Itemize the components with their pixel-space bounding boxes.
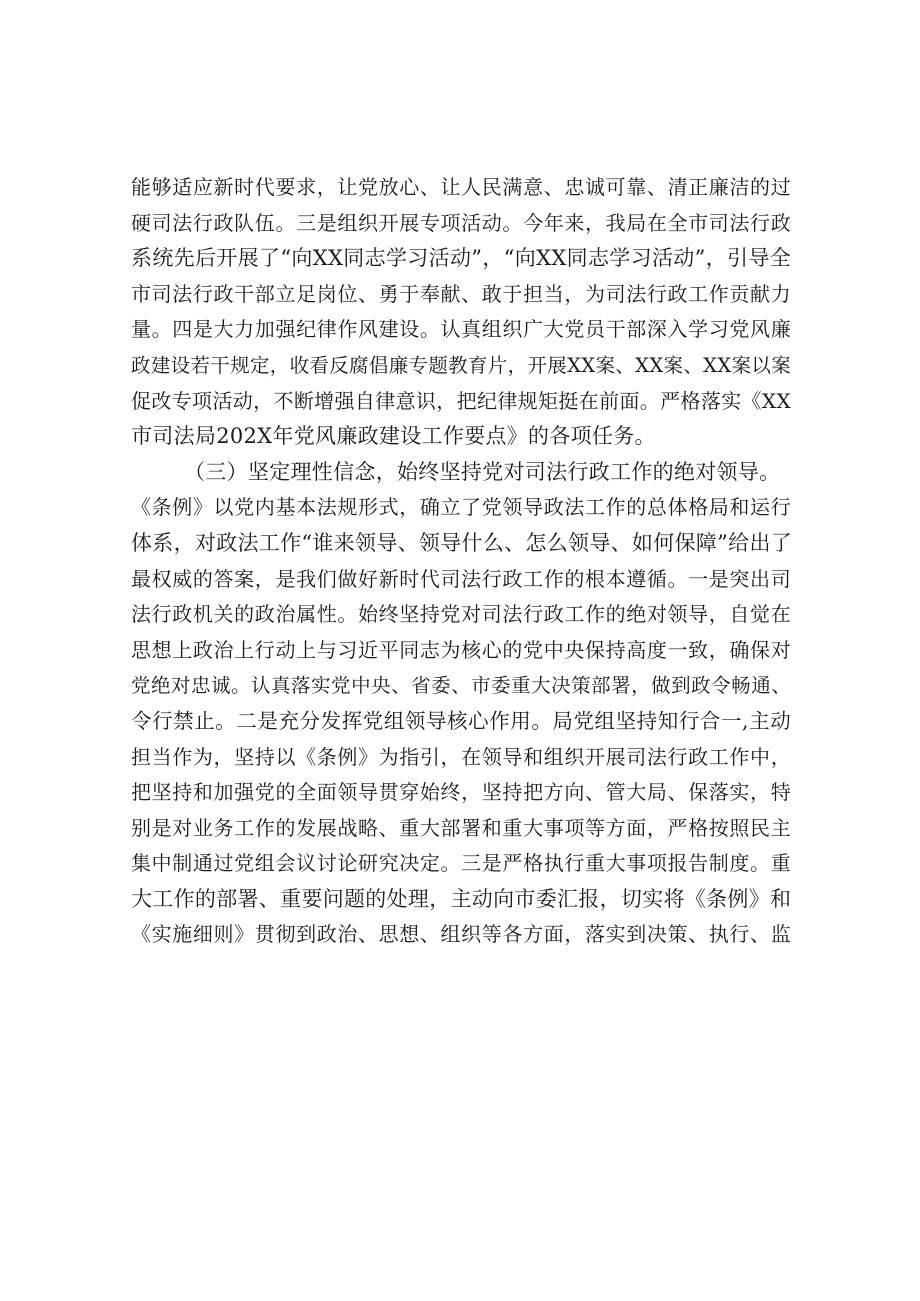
text-line: 《实施细则》贯彻到政治、思想、组织等各方面，落实到决策、执行、监 [131,922,791,947]
text-line: 把坚持和加强党的全面领导贯穿始终，坚持把方向、管大局、保落实，特 [131,780,791,805]
text-line: 硬司法行政队伍。三是组织开展专项活动。今年来，我局在全市司法行政 [131,210,791,235]
text-line: 担当作为，坚持以《条例》为指引，在领导和组织开展司法行政工作中， [131,744,791,769]
text-line: 能够适应新时代要求，让党放心、让人民满意、忠诚可靠、清正廉洁的过 [131,175,791,199]
text-line: 系统先后开展了“向XX同志学习活动”，“向XX同志学习活动”，引导全 [131,246,791,271]
text-line: 集中制通过党组会议讨论研究决定。三是严格执行重大事项报告制度。重 [131,851,791,876]
text-line: 大工作的部署、重要问题的处理，主动向市委汇报，切实将《条例》和 [131,886,792,911]
text-line: 最权威的答案，是我们做好新时代司法行政工作的根本遵循。一是突出司 [131,566,791,591]
text-line: 别是对业务工作的发展战略、重大部署和重大事项等方面，严格按照民主 [131,815,791,840]
text-line: 法行政机关的政治属性。始终坚持党对司法行政工作的绝对领导，自觉在 [131,602,791,627]
text-line: 思想上政治上行动上与习近平同志为核心的党中央保持高度一致，确保对 [131,637,791,662]
text-line: 量。四是大力加强纪律作风建设。认真组织广大党员干部深入学习党风廉 [131,317,791,342]
text-line: 促改专项活动，不断增强自律意识，把纪律规矩挺在前面。严格落实《XX [131,388,791,413]
section-heading: （三）坚定理性信念，始终坚持党对司法行政工作的绝对领导。 [184,459,781,484]
text-line: 党绝对忠诚。认真落实党中央、省委、市委重大决策部署，做到政令畅通、 [131,674,791,698]
text-line: 《条例》以党内基本法规形式，确立了党领导政法工作的总体格局和运行 [131,495,791,520]
body-text [131,170,791,953]
text-line: 市司法行政干部立足岗位、勇于奉献、敢于担当，为司法行政工作贡献力 [131,281,791,306]
text-line: 体系，对政法工作“谁来领导、领导什么、怎么领导、如何保障”给出了 [131,530,793,555]
text-line: 政建设若干规定，收看反腐倡廉专题教育片，开展XX案、XX案、XX案以案 [131,353,791,377]
text-line: 市司法局202X年党风廉政建设工作要点》的各项任务。 [131,424,656,449]
text-line: 令行禁止。二是充分发挥党组领导核心作用。局党组坚持知行合一,主动 [131,708,791,733]
